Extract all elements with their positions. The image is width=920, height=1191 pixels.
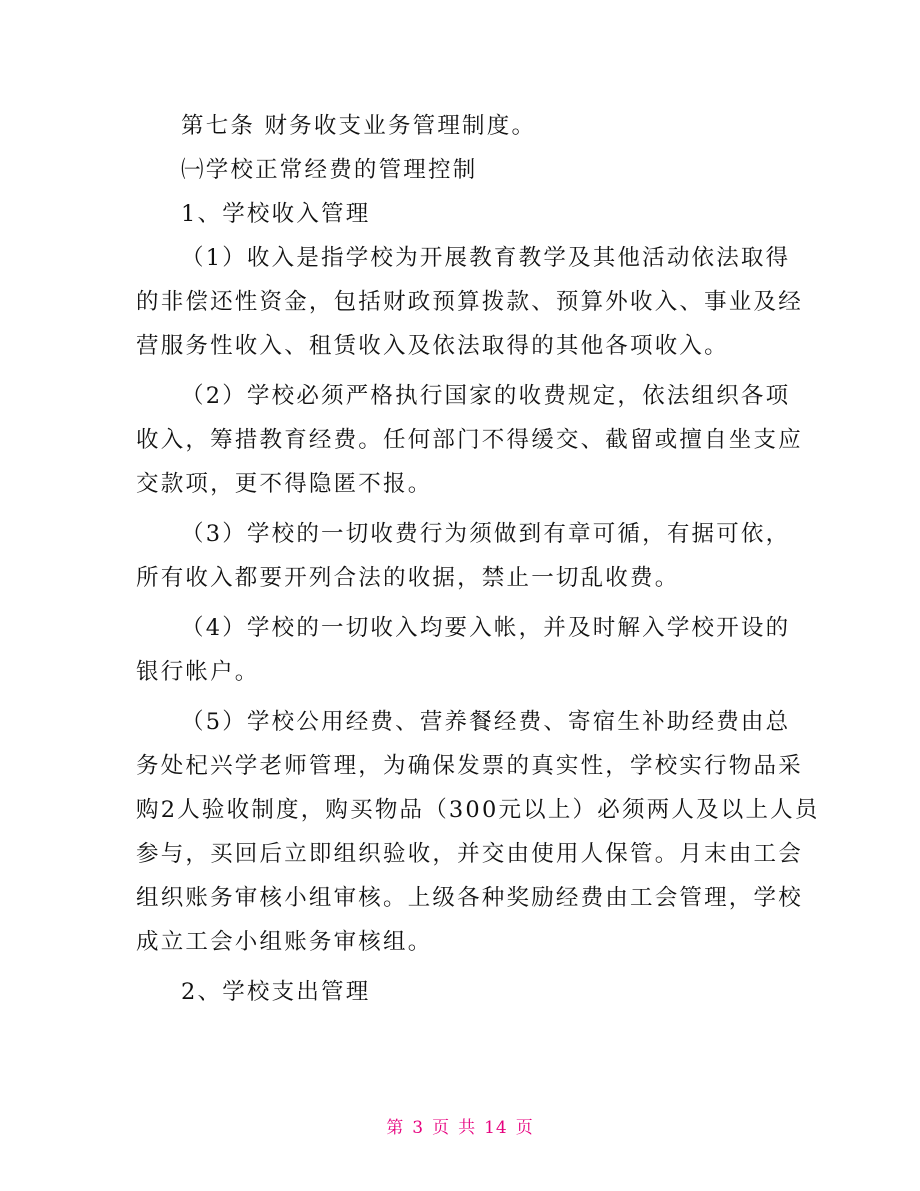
paragraph-line: 银行帐户。 <box>136 659 260 685</box>
page-unit: 页 <box>432 1118 451 1138</box>
paragraph-5 <box>136 700 820 964</box>
paragraph-line: （4）学校的一切收入均要入帐，并及时解入学校开设的 <box>181 615 791 641</box>
paragraph-line: 交款项，更不得隐匿不报。 <box>136 471 433 497</box>
paragraph-line: 营服务性收入、租赁收入及依法取得的其他各项收入。 <box>136 333 729 359</box>
paragraph-line: （3）学校的一切收费行为须做到有章可循，有据可依， <box>181 521 791 547</box>
item-heading-income: 1、学校收入管理 <box>181 201 371 227</box>
paragraph-line: 务处杞兴学老师管理，为确保发票的真实性，学校实行物品采 <box>136 753 803 779</box>
paragraph-line: 参与，买回后立即组织验收，并交由使用人保管。月末由工会 <box>136 841 803 867</box>
article-heading: 第七条 财务收支业务管理制度。 <box>181 113 537 139</box>
total-unit: 页 <box>515 1118 534 1138</box>
page-current: 3 <box>412 1118 425 1138</box>
paragraph-1 <box>136 236 803 368</box>
page-label: 第 <box>386 1118 405 1138</box>
page-footer <box>0 1113 920 1138</box>
document-body <box>136 104 820 1014</box>
paragraph-line: 成立工会小组账务审核组。 <box>136 929 433 955</box>
page-total: 14 <box>484 1118 508 1138</box>
paragraph-line: 所有收入都要开列合法的收据，禁止一切乱收费。 <box>136 565 680 591</box>
paragraph-line: （1）收入是指学校为开展教育教学及其他活动依法取得 <box>181 245 791 271</box>
section-heading: ㈠学校正常经费的管理控制 <box>181 157 478 183</box>
paragraph-line: 的非偿还性资金，包括财政预算拨款、预算外收入、事业及经 <box>136 289 803 315</box>
paragraph-4 <box>136 606 790 694</box>
item-heading-expense: 2、学校支出管理 <box>181 979 371 1005</box>
paragraph-line: 收入，筹措教育经费。任何部门不得缓交、截留或擅自坐支应 <box>136 427 803 453</box>
paragraph-line: （2）学校必须严格执行国家的收费规定，依法组织各项 <box>181 383 791 409</box>
paragraph-3 <box>136 512 790 600</box>
paragraph-line: 购2人验收制度，购买物品（300元以上）必须两人及以上人员 <box>136 797 820 823</box>
paragraph-line: 组织账务审核小组审核。上级各种奖励经费由工会管理，学校 <box>136 885 803 911</box>
total-label: 共 <box>458 1118 477 1138</box>
paragraph-2 <box>136 374 803 506</box>
paragraph-line: （5）学校公用经费、营养餐经费、寄宿生补助经费由总 <box>181 709 791 735</box>
